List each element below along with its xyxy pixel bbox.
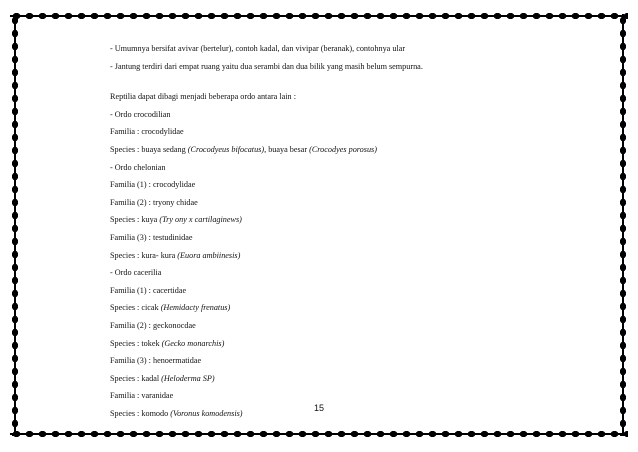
entry-text: Reptilia dapat dibagi menjadi beberapa ordo antara lain : [110, 92, 296, 102]
entry-text: - Ordo chelonian [110, 162, 166, 172]
entry-text: - Ordo crocodilian [110, 109, 171, 119]
decorative-border-bottom [10, 427, 628, 441]
intro-line: - Jantung terdiri dari empat ruang yaitu dua serambi dan dua bilik yang masih belum sempurna. [110, 61, 423, 71]
entry-text: Species : komodo [110, 408, 171, 418]
entry-text: Familia (1) : crocodylidae [110, 180, 196, 190]
list-item [110, 211, 530, 229]
list-item [110, 335, 530, 353]
entry-text: Species : tokek [110, 338, 162, 348]
page-number: 15 [313, 403, 324, 413]
decorative-border-left [8, 14, 22, 436]
list-item [110, 106, 530, 124]
scientific-name: (Try ony x cartilaginews) [159, 215, 242, 225]
scientific-name: (Voronus komodensis) [170, 408, 243, 418]
scientific-name: (Crocodyes porosus) [309, 144, 377, 154]
classification-list [110, 88, 530, 422]
scientific-name: (Crocodyeus bifocatus), [187, 144, 267, 154]
scientific-name: (Heloderma SP) [161, 373, 215, 383]
list-item [110, 194, 530, 212]
list-item [110, 352, 530, 370]
list-item [110, 317, 530, 335]
list-item [110, 264, 530, 282]
list-item [110, 282, 530, 300]
list-item [110, 141, 530, 159]
entry-text: Species : kura- kura [110, 250, 178, 260]
scientific-name: (Hemidacty frenatus) [160, 303, 231, 313]
list-item [110, 370, 530, 388]
decorative-border-right [616, 14, 630, 436]
entry-text: - Ordo cacerilia [110, 268, 162, 278]
list-item [110, 123, 530, 141]
entry-text: Familia : varanidae [110, 391, 174, 401]
list-item [110, 299, 530, 317]
decorative-border-top [10, 9, 628, 23]
list-item [110, 247, 530, 265]
list-item [110, 159, 530, 177]
entry-text: Familia (2) : tryony chidae [110, 197, 198, 207]
list-item [110, 176, 530, 194]
page-content [110, 40, 530, 422]
entry-text: Familia (2) : geckonocdae [110, 320, 196, 330]
intro-line: - Umumnya bersifat avivar (bertelur), contoh kadal, dan vivipar (beranak), contohnya ular [110, 44, 406, 53]
paragraph-gap [110, 75, 530, 88]
entry-text: Species : kuya [110, 215, 160, 225]
entry-text: buaya besar [266, 144, 310, 154]
entry-text: Familia (3) : testudinidae [110, 232, 193, 242]
entry-text: Species : kadal [110, 373, 162, 383]
entry-text: Familia (1) : cacertidae [110, 285, 187, 295]
list-item [110, 88, 530, 106]
entry-text: Familia : crocodylidae [110, 127, 184, 137]
entry-text: Species : buaya sedang [110, 144, 188, 154]
scientific-name: (Gecko monarchis) [161, 338, 225, 348]
entry-text: Species : cicak [110, 303, 161, 313]
list-item [110, 229, 530, 247]
entry-text: Familia (3) : henoermatidae [110, 356, 202, 366]
scientific-name: (Euora ambiinesis) [177, 250, 241, 260]
